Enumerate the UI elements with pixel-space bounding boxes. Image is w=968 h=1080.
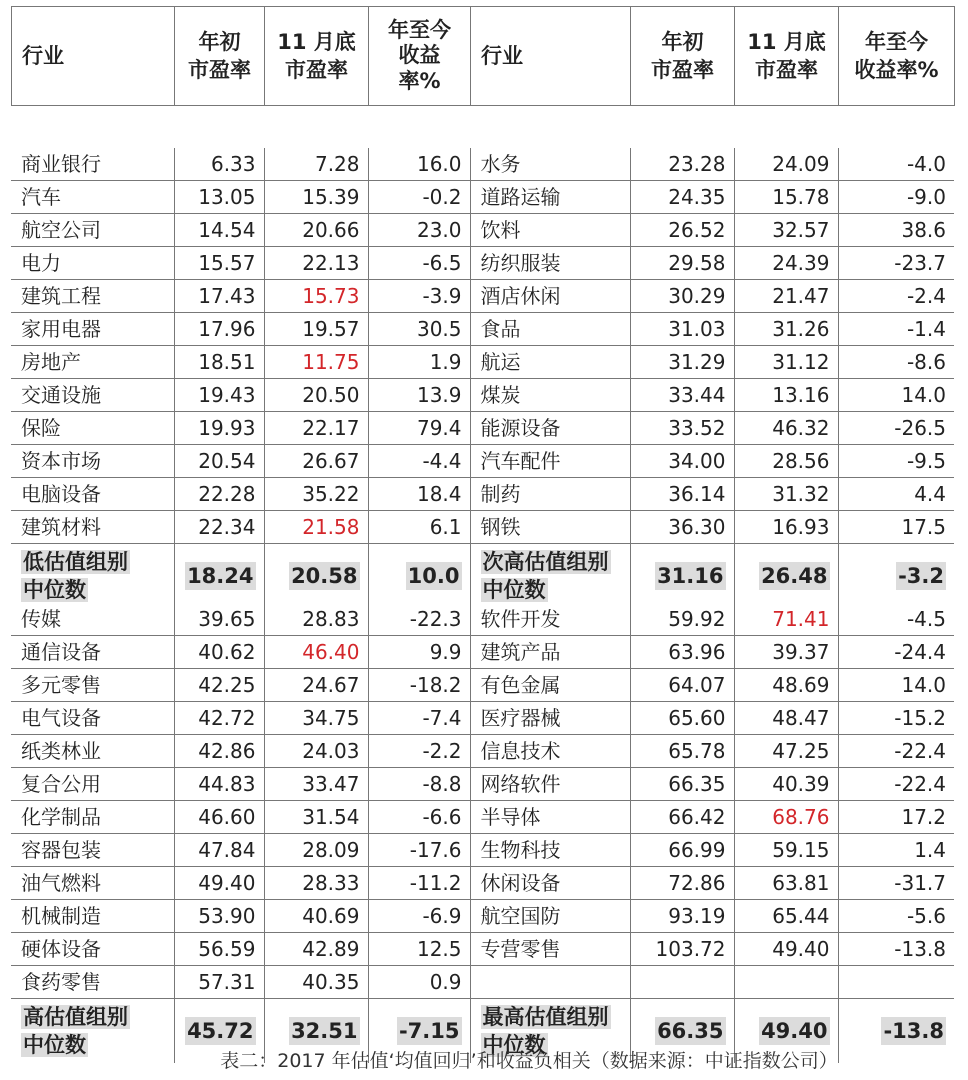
industry-cell: 油气燃料	[11, 867, 174, 900]
value-cell: 6.1	[368, 511, 470, 544]
median-text: 49.40	[761, 1019, 828, 1043]
value-cell: 31.54	[264, 801, 368, 834]
value-cell: -4.4	[368, 445, 470, 478]
value-cell: 13.16	[734, 379, 838, 412]
value-cell: 24.39	[734, 247, 838, 280]
value-cell: -6.5	[368, 247, 470, 280]
value-cell: 40.62	[174, 636, 264, 669]
value-cell: -23.7	[838, 247, 954, 280]
value-cell: 16.93	[734, 511, 838, 544]
value-cell: 28.33	[264, 867, 368, 900]
value-cell: 17.2	[838, 801, 954, 834]
value-cell: 31.32	[734, 478, 838, 511]
table-row	[11, 379, 954, 412]
value-cell: 32.57	[734, 214, 838, 247]
value-cell: 15.73	[264, 280, 368, 313]
value-cell: -22.4	[838, 768, 954, 801]
value-cell: 48.69	[734, 669, 838, 702]
median-text: 32.51	[291, 1019, 358, 1043]
industry-cell: 能源设备	[470, 412, 630, 445]
median-text: 低估值组别 中位数	[23, 550, 128, 602]
value-cell: 22.17	[264, 412, 368, 445]
median-value	[734, 544, 838, 609]
value-cell: 31.26	[734, 313, 838, 346]
table-row	[11, 603, 954, 636]
table-row	[11, 478, 954, 511]
value-cell: 38.6	[838, 214, 954, 247]
industry-cell: 饮料	[470, 214, 630, 247]
value-cell: 46.32	[734, 412, 838, 445]
median-value	[368, 544, 470, 609]
value-cell: -8.6	[838, 346, 954, 379]
industry-cell: 商业银行	[11, 148, 174, 181]
value-cell: 31.29	[630, 346, 734, 379]
table-row	[11, 801, 954, 834]
value-cell: 39.65	[174, 603, 264, 636]
median-row	[11, 544, 954, 609]
value-cell: 15.39	[264, 181, 368, 214]
value-cell: 66.99	[630, 834, 734, 867]
value-cell: 65.60	[630, 702, 734, 735]
industry-cell: 传媒	[11, 603, 174, 636]
value-cell: -17.6	[368, 834, 470, 867]
median-label	[470, 544, 630, 609]
industry-cell: 化学制品	[11, 801, 174, 834]
table-header	[11, 6, 955, 106]
value-cell: 57.31	[174, 966, 264, 999]
industry-cell: 交通设施	[11, 379, 174, 412]
industry-cell: 通信设备	[11, 636, 174, 669]
industry-cell: 制药	[470, 478, 630, 511]
header-industry-left: 行业	[12, 7, 175, 106]
value-cell: 66.35	[630, 768, 734, 801]
median-text: 31.16	[657, 564, 724, 588]
value-cell: 1.9	[368, 346, 470, 379]
value-cell	[630, 966, 734, 999]
value-cell: 36.30	[630, 511, 734, 544]
value-cell: 15.78	[734, 181, 838, 214]
value-cell: 7.28	[264, 148, 368, 181]
table-row	[11, 148, 954, 181]
value-cell: 47.25	[734, 735, 838, 768]
value-cell: 23.0	[368, 214, 470, 247]
industry-cell: 资本市场	[11, 445, 174, 478]
industry-cell: 航空公司	[11, 214, 174, 247]
median-text: -3.2	[898, 564, 944, 588]
table-row	[11, 702, 954, 735]
value-cell: -18.2	[368, 669, 470, 702]
industry-cell: 航空国防	[470, 900, 630, 933]
industry-cell: 水务	[470, 148, 630, 181]
value-cell: -13.8	[838, 933, 954, 966]
value-cell: 1.4	[838, 834, 954, 867]
industry-cell: 家用电器	[11, 313, 174, 346]
value-cell: 31.03	[630, 313, 734, 346]
value-cell: -2.2	[368, 735, 470, 768]
value-cell: 13.9	[368, 379, 470, 412]
value-cell: 49.40	[734, 933, 838, 966]
value-cell: 59.92	[630, 603, 734, 636]
table-row	[11, 214, 954, 247]
value-cell: -4.0	[838, 148, 954, 181]
value-cell: 56.59	[174, 933, 264, 966]
median-text: 最高估值组别 中位数	[482, 1005, 609, 1057]
value-cell: 6.33	[174, 148, 264, 181]
value-cell: 40.35	[264, 966, 368, 999]
value-cell: 79.4	[368, 412, 470, 445]
value-cell: -0.2	[368, 181, 470, 214]
industry-cell: 机械制造	[11, 900, 174, 933]
median-text: 次高估值组别 中位数	[482, 550, 609, 602]
table-row	[11, 933, 954, 966]
value-cell: 28.83	[264, 603, 368, 636]
industry-cell: 复合公用	[11, 768, 174, 801]
industry-cell: 酒店休闲	[470, 280, 630, 313]
value-cell: 20.54	[174, 445, 264, 478]
industry-cell: 建筑工程	[11, 280, 174, 313]
median-value	[264, 544, 368, 609]
table-block-low	[11, 148, 954, 608]
value-cell: 64.07	[630, 669, 734, 702]
table-row	[11, 768, 954, 801]
value-cell: 36.14	[630, 478, 734, 511]
table-row	[11, 669, 954, 702]
value-cell: 21.47	[734, 280, 838, 313]
median-text: -7.15	[398, 1019, 460, 1043]
value-cell: 24.09	[734, 148, 838, 181]
value-cell: 28.56	[734, 445, 838, 478]
industry-cell: 煤炭	[470, 379, 630, 412]
value-cell: 20.66	[264, 214, 368, 247]
median-text: 10.0	[407, 564, 460, 588]
table-row	[11, 834, 954, 867]
industry-cell: 容器包装	[11, 834, 174, 867]
value-cell: 30.29	[630, 280, 734, 313]
table-row	[11, 735, 954, 768]
industry-cell: 汽车配件	[470, 445, 630, 478]
value-cell: 65.44	[734, 900, 838, 933]
median-label	[11, 544, 174, 609]
value-cell: 93.19	[630, 900, 734, 933]
value-cell: 29.58	[630, 247, 734, 280]
table-block-high	[11, 603, 954, 1063]
industry-cell: 网络软件	[470, 768, 630, 801]
value-cell: 47.84	[174, 834, 264, 867]
industry-cell: 建筑材料	[11, 511, 174, 544]
table-row	[11, 247, 954, 280]
value-cell: 26.52	[630, 214, 734, 247]
value-cell: -9.0	[838, 181, 954, 214]
value-cell: -15.2	[838, 702, 954, 735]
value-cell: 15.57	[174, 247, 264, 280]
industry-cell: 道路运输	[470, 181, 630, 214]
median-text: 20.58	[291, 564, 358, 588]
value-cell: -22.3	[368, 603, 470, 636]
value-cell: 22.34	[174, 511, 264, 544]
industry-cell: 建筑产品	[470, 636, 630, 669]
header-pe-start-left: 年初 市盈率	[175, 7, 265, 106]
industry-cell: 钢铁	[470, 511, 630, 544]
industry-cell: 汽车	[11, 181, 174, 214]
value-cell: -7.4	[368, 702, 470, 735]
value-cell: 18.4	[368, 478, 470, 511]
value-cell: 65.78	[630, 735, 734, 768]
value-cell: -9.5	[838, 445, 954, 478]
industry-cell: 生物科技	[470, 834, 630, 867]
value-cell: 20.50	[264, 379, 368, 412]
industry-cell: 电气设备	[11, 702, 174, 735]
value-cell: 22.28	[174, 478, 264, 511]
value-cell: 48.47	[734, 702, 838, 735]
industry-cell: 信息技术	[470, 735, 630, 768]
table-caption: 表二：2017 年估值‘均值回归’和收益负相关（数据来源：中证指数公司）	[220, 1050, 838, 1072]
header-pe-nov-left: 11 月底 市盈率	[265, 7, 369, 106]
value-cell: -4.5	[838, 603, 954, 636]
value-cell: 0.9	[368, 966, 470, 999]
value-cell: 21.58	[264, 511, 368, 544]
value-cell	[838, 966, 954, 999]
value-cell: 9.9	[368, 636, 470, 669]
table-row	[11, 867, 954, 900]
value-cell: 40.69	[264, 900, 368, 933]
value-cell: 19.57	[264, 313, 368, 346]
value-cell: 42.25	[174, 669, 264, 702]
value-cell: 26.67	[264, 445, 368, 478]
value-cell: -2.4	[838, 280, 954, 313]
industry-cell: 硬体设备	[11, 933, 174, 966]
header-pe-start-right: 年初 市盈率	[631, 7, 735, 106]
table-row	[11, 346, 954, 379]
value-cell: -22.4	[838, 735, 954, 768]
median-text: 高估值组别 中位数	[23, 1005, 128, 1057]
value-cell: -11.2	[368, 867, 470, 900]
value-cell: 34.75	[264, 702, 368, 735]
value-cell: 40.39	[734, 768, 838, 801]
median-text: 18.24	[187, 564, 254, 588]
value-cell: -8.8	[368, 768, 470, 801]
value-cell: 28.09	[264, 834, 368, 867]
header-industry-right: 行业	[471, 7, 631, 106]
industry-cell: 专营零售	[470, 933, 630, 966]
value-cell: 66.42	[630, 801, 734, 834]
value-cell: 17.43	[174, 280, 264, 313]
industry-cell: 保险	[11, 412, 174, 445]
value-cell: 46.60	[174, 801, 264, 834]
median-value	[838, 544, 954, 609]
median-text: 66.35	[657, 1019, 724, 1043]
value-cell: -1.4	[838, 313, 954, 346]
value-cell: 17.5	[838, 511, 954, 544]
industry-cell: 软件开发	[470, 603, 630, 636]
value-cell: 22.13	[264, 247, 368, 280]
value-cell: 19.93	[174, 412, 264, 445]
value-cell: 4.4	[838, 478, 954, 511]
table-row	[11, 280, 954, 313]
value-cell: 42.89	[264, 933, 368, 966]
value-cell	[734, 966, 838, 999]
median-text: 26.48	[761, 564, 828, 588]
value-cell: 103.72	[630, 933, 734, 966]
value-cell: 72.86	[630, 867, 734, 900]
value-cell: 30.5	[368, 313, 470, 346]
value-cell: 63.81	[734, 867, 838, 900]
industry-cell: 医疗器械	[470, 702, 630, 735]
value-cell: 23.28	[630, 148, 734, 181]
value-cell: 44.83	[174, 768, 264, 801]
header-ytd-right: 年至今 收益率%	[839, 7, 955, 106]
header-ytd-left: 年至今 收益 率%	[369, 7, 471, 106]
value-cell: 35.22	[264, 478, 368, 511]
value-cell: 68.76	[734, 801, 838, 834]
industry-cell: 半导体	[470, 801, 630, 834]
table-row	[11, 445, 954, 478]
industry-cell: 航运	[470, 346, 630, 379]
industry-cell: 电力	[11, 247, 174, 280]
value-cell: 24.03	[264, 735, 368, 768]
value-cell: 46.40	[264, 636, 368, 669]
table-row	[11, 636, 954, 669]
value-cell: 59.15	[734, 834, 838, 867]
header-pe-nov-right: 11 月底 市盈率	[735, 7, 839, 106]
table-row	[11, 900, 954, 933]
value-cell: -26.5	[838, 412, 954, 445]
value-cell: 24.35	[630, 181, 734, 214]
industry-cell: 食品	[470, 313, 630, 346]
value-cell: -3.9	[368, 280, 470, 313]
industry-cell: 纺织服装	[470, 247, 630, 280]
value-cell: -24.4	[838, 636, 954, 669]
value-cell: 42.72	[174, 702, 264, 735]
value-cell: 33.44	[630, 379, 734, 412]
value-cell: 71.41	[734, 603, 838, 636]
value-cell: 24.67	[264, 669, 368, 702]
median-value	[174, 544, 264, 609]
value-cell: 31.12	[734, 346, 838, 379]
value-cell: 14.0	[838, 669, 954, 702]
industry-cell: 房地产	[11, 346, 174, 379]
value-cell: 39.37	[734, 636, 838, 669]
value-cell: 12.5	[368, 933, 470, 966]
value-cell: 16.0	[368, 148, 470, 181]
value-cell: 53.90	[174, 900, 264, 933]
median-value	[630, 544, 734, 609]
median-text: -13.8	[883, 1019, 944, 1043]
value-cell: 14.54	[174, 214, 264, 247]
value-cell: -5.6	[838, 900, 954, 933]
table-row	[11, 966, 954, 999]
value-cell: 13.05	[174, 181, 264, 214]
industry-cell: 休闲设备	[470, 867, 630, 900]
industry-cell: 多元零售	[11, 669, 174, 702]
table-row	[11, 313, 954, 346]
median-text: 45.72	[187, 1019, 254, 1043]
industry-cell: 食药零售	[11, 966, 174, 999]
value-cell: 42.86	[174, 735, 264, 768]
value-cell: 63.96	[630, 636, 734, 669]
table-row	[11, 412, 954, 445]
table-row	[11, 181, 954, 214]
value-cell: 34.00	[630, 445, 734, 478]
value-cell: 17.96	[174, 313, 264, 346]
value-cell: 11.75	[264, 346, 368, 379]
value-cell: -31.7	[838, 867, 954, 900]
industry-cell	[470, 966, 630, 999]
industry-cell: 电脑设备	[11, 478, 174, 511]
value-cell: -6.6	[368, 801, 470, 834]
industry-cell: 纸类林业	[11, 735, 174, 768]
value-cell: 14.0	[838, 379, 954, 412]
value-cell: 33.47	[264, 768, 368, 801]
value-cell: 18.51	[174, 346, 264, 379]
value-cell: 49.40	[174, 867, 264, 900]
industry-cell: 有色金属	[470, 669, 630, 702]
value-cell: -6.9	[368, 900, 470, 933]
value-cell: 33.52	[630, 412, 734, 445]
value-cell: 19.43	[174, 379, 264, 412]
table-row	[11, 511, 954, 544]
